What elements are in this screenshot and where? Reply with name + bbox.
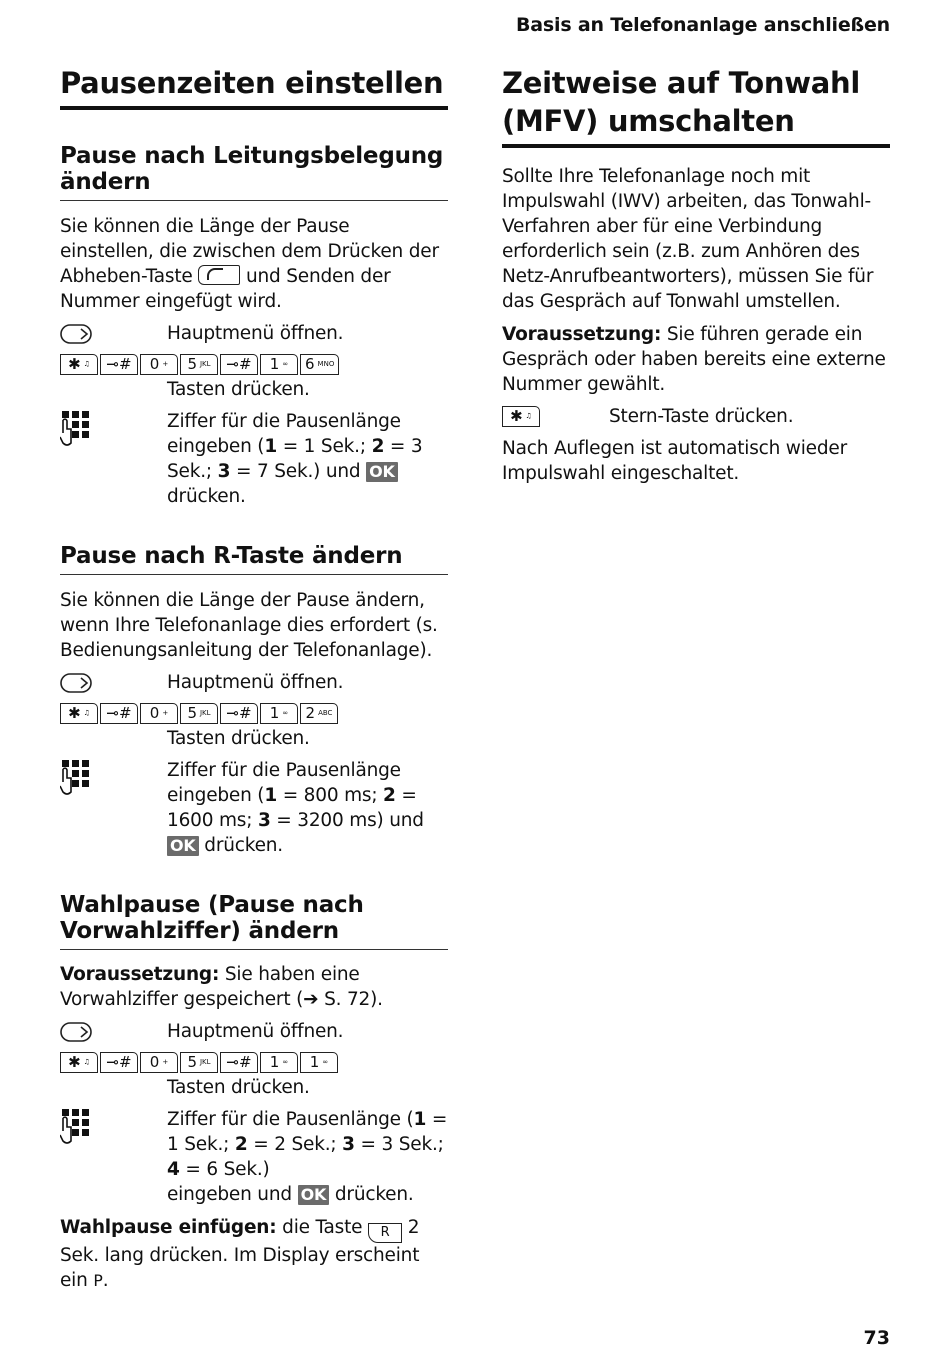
section-title-tone-dialing: Zeitweise auf Tonwahl (MFV) umschalten [502,64,890,148]
key-sequence [60,354,448,376]
key-hash: ⊸# [100,703,138,724]
key-star: ✱ ♫ [60,703,98,724]
menu-key-icon [60,1021,92,1050]
left-column [60,64,448,1293]
step-enter-digit: Ziffer für die Pausenlänge eingeben (1 = 800 ms; 2 = 1600 ms; 3 = 3200 ms) und OK drücken. [60,758,448,858]
subheading-pause-line-seizure: Pause nach Leitungsbelegung ändern [60,143,448,201]
step-open-menu: Hauptmenü öffnen. [60,670,448,695]
step-press-star: ✱ ♫ Stern-Taste drücken. [502,404,890,429]
key-hash: ⊸# [220,703,258,724]
handset-key-icon [198,265,240,285]
step-press-keys: Tasten drücken. [167,379,310,400]
key-1: 1 ∞ [260,1052,298,1073]
ok-key: OK [298,1185,330,1205]
step-press-keys: Tasten drücken. [167,1077,310,1098]
r-key-icon: R [368,1223,402,1243]
key-6: 6 MNO [300,354,339,375]
section-title-pause-times: Pausenzeiten einstellen [60,64,448,110]
subheading-dial-pause: Wahlpause (Pause nach Vorwahlziffer) ändern [60,892,448,950]
step-enter-digit: Ziffer für die Pausenlänge (1 = 1 Sek.; 2 = 2 Sek.; 3 = 3 Sek.; 4 = 6 Sek.) eingeben und OK drücken. [60,1107,448,1207]
insert-dial-pause-note: Wahlpause einfügen: die Taste R 2 Sek. lang drücken. Im Display erscheint ein P. [60,1217,420,1291]
ok-key: OK [366,462,398,482]
keypad-hand-icon [60,1109,94,1156]
key-2: 2 ABC [300,703,338,724]
intro-pause-line-seizure: Sie können die Länge der Pause einstellen, die zwischen dem Drücken der Abheben-Taste und Senden der Nummer eingefügt wird. [60,216,439,312]
intro-tone-dialing: Sollte Ihre Telefonanlage noch mit Impulswahl (IWV) arbeiten, das Tonwahl-Verfahren aber für eine Verbindung erforderlich sein (z.B. zum Anhören des Netz-Anrufbeantworters), müssen Sie für das Gespräch auf Tonwahl umstellen. [502,166,874,312]
pause-symbol: P [93,1271,103,1290]
key-star: ✱ ♫ [502,406,540,427]
right-column [502,64,890,486]
key-0: 0 + [140,354,178,375]
key-hash: ⊸# [220,1052,258,1073]
outro-tone-dialing: Nach Auflegen ist automatisch wieder Impulswahl eingeschaltet. [502,438,847,484]
key-5: 5 JKL [180,354,218,375]
menu-key-icon [60,323,92,352]
key-hash: ⊸# [100,1052,138,1073]
key-sequence [60,1052,448,1074]
key-5: 5 JKL [180,703,218,724]
key-5: 5 JKL [180,1052,218,1073]
key-0: 0 + [140,1052,178,1073]
keypad-hand-icon [60,411,94,458]
step-press-keys: Tasten drücken. [167,728,310,749]
key-hash: ⊸# [220,354,258,375]
menu-key-icon [60,672,92,701]
key-0: 0 + [140,703,178,724]
step-open-menu: Hauptmenü öffnen. [60,1019,448,1044]
key-1: 1 ∞ [260,354,298,375]
key-star: ✱ ♫ [60,354,98,375]
subheading-pause-r-key: Pause nach R-Taste ändern [60,543,448,575]
keypad-hand-icon [60,760,94,807]
intro-pause-r-key: Sie können die Länge der Pause ändern, wenn Ihre Telefonanlage dies erfordert (s. Bedienungsanleitung der Telefonanlage). [60,590,438,661]
step-open-menu: Hauptmenü öffnen. [60,321,448,346]
ok-key: OK [167,836,199,856]
step-enter-digit: Ziffer für die Pausenlänge eingeben (1 = 1 Sek.; 2 = 3 Sek.; 3 = 7 Sek.) und OK drücken. [60,409,448,509]
running-header: Basis an Telefonanlage anschließen [516,14,890,36]
key-sequence [60,703,448,725]
prereq-dial-pause: Voraussetzung: Sie haben eine Vorwahlziffer gespeichert (➔ S. 72). [60,964,383,1010]
key-hash: ⊸# [100,354,138,375]
prereq-tone-dialing: Voraussetzung: Sie führen gerade ein Gespräch oder haben bereits eine externe Nummer gewählt. [502,324,886,395]
page-number: 73 [863,1327,890,1349]
key-star: ✱ ♫ [60,1052,98,1073]
key-1: 1 ∞ [260,703,298,724]
key-1: 1 ∞ [300,1052,338,1073]
